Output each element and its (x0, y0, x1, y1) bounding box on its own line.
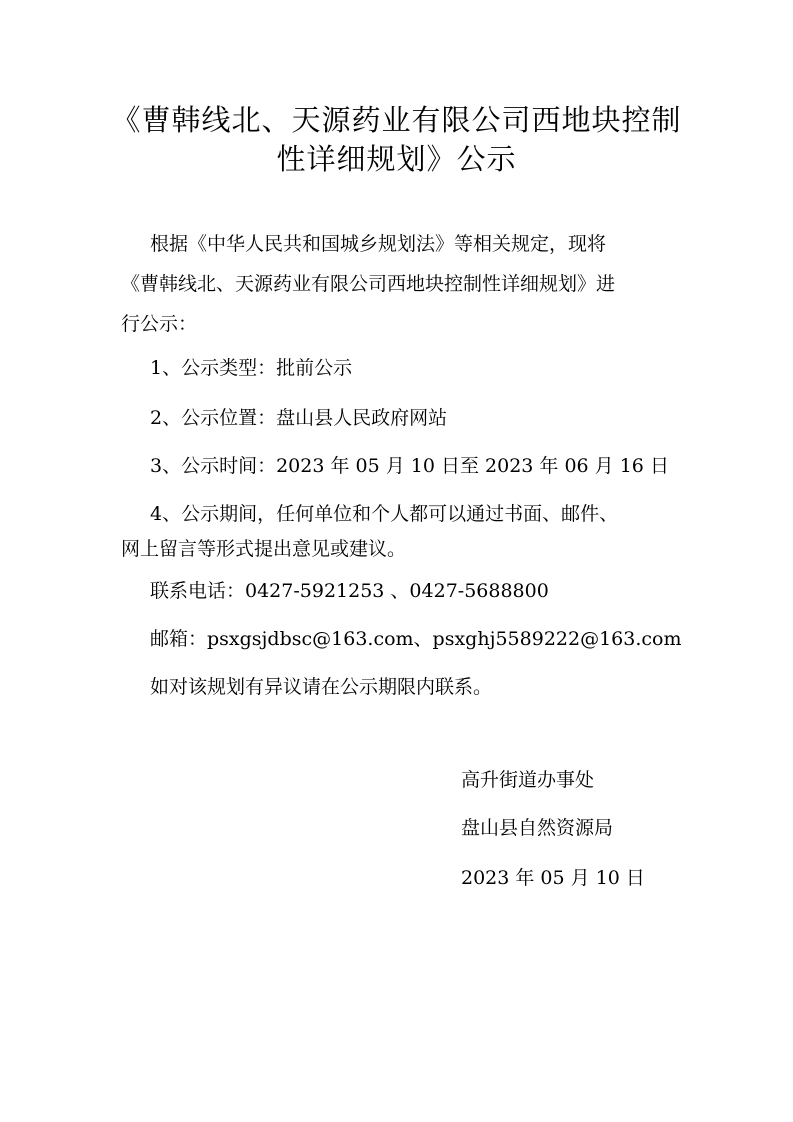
signature-date: 2023 年 05 月 10 日 (461, 867, 645, 889)
intro-line-1: 根据《中华人民共和国城乡规划法》等相关规定，现将 (150, 233, 607, 255)
intro-line-2: 《曹韩线北、天源药业有限公司西地块控制性详细规划》进 (121, 273, 616, 295)
contact-email: 邮箱：psxgsjdbsc@163.com、psxghj5589222@163.com (150, 628, 682, 650)
contact-phone: 联系电话：0427-5921253 、0427-5688800 (150, 580, 549, 602)
item-publicity-time: 3、公示时间：2023 年 05 月 10 日至 2023 年 06 月 16 日 (150, 455, 669, 477)
item-publicity-type: 1、公示类型：批前公示 (150, 357, 353, 379)
signature-org-2: 盘山县自然资源局 (461, 817, 614, 839)
item-publicity-location: 2、公示位置：盘山县人民政府网站 (150, 407, 448, 429)
notice-title-line-2: 性详细规划》公示 (276, 142, 517, 176)
intro-line-3: 行公示： (121, 313, 198, 335)
notice-title-line-1: 《曹韩线北、天源药业有限公司西地块控制 (111, 103, 682, 137)
contact-note: 如对该规划有异议请在公示期限内联系。 (150, 676, 493, 698)
item-publicity-period-line-1: 4、公示期间，任何单位和个人都可以通过书面、邮件、 (150, 503, 619, 525)
item-publicity-period-line-2: 网上留言等形式提出意见或建议。 (121, 538, 407, 560)
signature-org-1: 高升街道办事处 (461, 769, 595, 791)
